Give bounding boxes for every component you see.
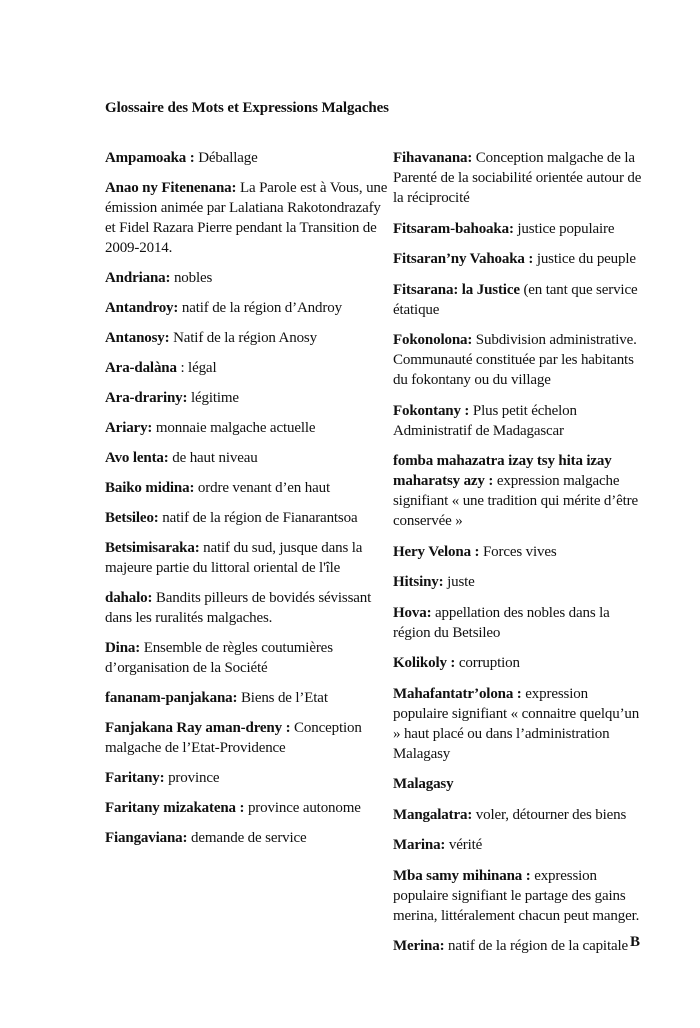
glossary-entry bbox=[393, 684, 645, 764]
glossary-entry bbox=[393, 330, 645, 390]
glossary-entry bbox=[105, 588, 390, 628]
glossary-definition: de haut niveau bbox=[168, 450, 258, 466]
glossary-definition: monnaie malgache actuelle bbox=[152, 420, 316, 436]
glossary-term: Fokonolona: bbox=[393, 332, 473, 348]
glossary-term: Fitsaram-bahoaka: bbox=[393, 220, 514, 237]
glossary-term: fananam-panjakana: bbox=[105, 690, 238, 706]
glossary-term: Anao ny Fitenenana: bbox=[105, 180, 237, 196]
glossary-term: Hery Velona : bbox=[393, 543, 480, 560]
glossary-entry bbox=[105, 768, 390, 788]
glossary-entry bbox=[105, 798, 390, 818]
glossary-definition: voler, détourner des biens bbox=[472, 806, 627, 823]
page-title: Glossaire des Mots et Expressions Malgaches bbox=[105, 100, 389, 116]
glossary-definition: expression populaire signifiant le partage des gains merina, littéralement chacun peut manger. bbox=[393, 867, 640, 924]
glossary-term: Hova: bbox=[393, 604, 432, 621]
glossary-definition: expression populaire signifiant « connaitre quelqu’un » haut placé ou dans l’administration Malagasy bbox=[393, 685, 640, 762]
glossary-entry bbox=[393, 866, 645, 926]
glossary-definition: Plus petit échelon Administratif de Madagascar bbox=[393, 402, 577, 439]
glossary-definition: natif de la région de la capitale bbox=[444, 938, 628, 954]
glossary-entry bbox=[105, 478, 390, 498]
glossary-entry bbox=[105, 448, 390, 468]
glossary-definition: : légal bbox=[176, 360, 217, 376]
glossary-definition: (en tant que service étatique bbox=[393, 281, 638, 318]
glossary-entry bbox=[105, 508, 390, 528]
glossary-term: Ariary: bbox=[105, 420, 153, 436]
glossary-entry bbox=[105, 688, 390, 708]
glossary-term: Antandroy: bbox=[105, 300, 179, 316]
glossary-definition: expression malgache signifiant « une tradition qui mérite d’être conservée » bbox=[393, 473, 638, 529]
glossary-term: Ara-drariny: bbox=[105, 390, 188, 406]
glossary-entry bbox=[105, 388, 390, 408]
glossary-definition: La Parole est à Vous, une émission animée par Lalatiana Rakotondrazafy et Fidel Razara Pierre pendant la Transition de 2009-2014. bbox=[105, 180, 388, 256]
glossary-entry bbox=[393, 936, 645, 956]
glossary-definition: vérité bbox=[445, 837, 483, 853]
glossary-entry bbox=[105, 268, 390, 288]
glossary-definition: natif du sud, jusque dans la majeure partie du littoral oriental de l'île bbox=[105, 540, 363, 576]
glossary-term: Merina: bbox=[393, 938, 445, 954]
glossary-term: Faritany: bbox=[105, 770, 165, 786]
glossary-definition: demande de service bbox=[187, 830, 307, 846]
glossary-entry bbox=[105, 718, 390, 758]
glossary-term: Betsimisaraka: bbox=[105, 540, 200, 556]
glossary-entry bbox=[105, 638, 390, 678]
glossary-definition: province autonome bbox=[244, 800, 361, 816]
glossary-term: Mangalatra: bbox=[393, 806, 473, 823]
glossary-term: Mba samy mihinana : bbox=[393, 867, 531, 884]
glossary-entry bbox=[105, 178, 390, 258]
glossary-term: fomba mahazatra izay tsy hita izay maharatsy azy : bbox=[393, 453, 612, 489]
glossary-term: Ara-dalàna bbox=[105, 360, 177, 376]
glossary-term: Avo lenta: bbox=[105, 450, 169, 466]
glossary-definition: justice populaire bbox=[513, 220, 615, 237]
glossary-entry bbox=[393, 219, 645, 239]
glossary-term: Marina: bbox=[393, 837, 446, 853]
glossary-definition: Natif de la région Anosy bbox=[169, 330, 317, 346]
glossary-entry bbox=[393, 280, 645, 320]
glossary-definition: nobles bbox=[170, 270, 213, 286]
glossary-definition: Forces vives bbox=[479, 543, 557, 560]
glossary-entry bbox=[105, 148, 390, 168]
glossary-definition: Conception malgache de l’Etat-Providence bbox=[105, 720, 362, 756]
glossary-entry bbox=[393, 401, 645, 441]
glossary-term: Fokontany : bbox=[393, 402, 470, 419]
glossary-term: Fihavanana: bbox=[393, 150, 473, 166]
glossary-definition: natif de la région d’Androy bbox=[178, 300, 342, 316]
glossary-entry bbox=[393, 572, 645, 592]
glossary-entry bbox=[393, 835, 645, 855]
glossary-definition: province bbox=[164, 770, 220, 786]
glossary-definition: corruption bbox=[455, 655, 520, 671]
glossary-definition: Biens de l’Etat bbox=[237, 690, 328, 706]
glossary-entry bbox=[105, 328, 390, 348]
glossary-term: Kolikoly : bbox=[393, 655, 456, 671]
glossary-term: Dina: bbox=[105, 640, 141, 656]
glossary-definition: Ensemble de règles coutumières d’organisation de la Société bbox=[105, 640, 333, 676]
glossary-definition: ordre venant d’en haut bbox=[194, 480, 330, 496]
glossary-term: Malagasy bbox=[393, 776, 454, 792]
glossary-term: Fanjakana Ray aman-dreny : bbox=[105, 720, 291, 736]
glossary-definition: natif de la région de Fianarantsoa bbox=[158, 510, 358, 526]
glossary-definition: Subdivision administrative. Communauté constituée par les habitants du fokontany ou du village bbox=[393, 332, 637, 388]
glossary-entry bbox=[105, 418, 390, 438]
glossary-definition: Bandits pilleurs de bovidés sévissant dans les ruralités malgaches. bbox=[105, 590, 372, 626]
glossary-term: Andriana: bbox=[105, 270, 171, 286]
glossary-term: Ampamoaka : bbox=[105, 150, 195, 166]
glossary-term: Fitsarana: la Justice bbox=[393, 281, 520, 298]
glossary-term: dahalo: bbox=[105, 590, 153, 606]
glossary-entry bbox=[105, 358, 390, 378]
glossary-term: Mahafantatr’olona : bbox=[393, 685, 522, 702]
glossary-definition: Conception malgache de la Parenté de la sociabilité orientée autour de la réciprocité bbox=[393, 150, 642, 206]
glossary-term: Fitsaran’ny Vahoaka : bbox=[393, 251, 534, 267]
glossary-entry bbox=[393, 451, 645, 531]
glossary-term: Fiangaviana: bbox=[105, 830, 188, 846]
page-number: B bbox=[630, 934, 641, 950]
glossary-entry bbox=[393, 774, 645, 794]
glossary-term: Hitsiny: bbox=[393, 574, 444, 590]
glossary-entry bbox=[105, 828, 390, 848]
glossary-definition: juste bbox=[443, 574, 475, 590]
glossary-term: Faritany mizakatena : bbox=[105, 800, 245, 816]
glossary-entry bbox=[393, 249, 645, 269]
glossary-term: Antanosy: bbox=[105, 330, 170, 346]
glossary-term: Betsileo: bbox=[105, 510, 159, 526]
glossary-definition: légitime bbox=[187, 390, 239, 406]
glossary-entry bbox=[393, 653, 645, 673]
glossary-entry bbox=[105, 298, 390, 318]
glossary-entry bbox=[393, 603, 645, 643]
glossary-definition: justice du peuple bbox=[533, 251, 636, 267]
glossary-term: Baiko midina: bbox=[105, 480, 195, 496]
glossary-definition: appellation des nobles dans la région du Betsileo bbox=[393, 604, 610, 641]
glossary-entry bbox=[105, 538, 390, 578]
glossary-definition: Déballage bbox=[194, 150, 258, 166]
glossary-entry bbox=[393, 805, 645, 825]
glossary-entry bbox=[393, 542, 645, 562]
glossary-column-left bbox=[105, 148, 390, 858]
glossary-entry bbox=[393, 148, 645, 208]
glossary-column-right bbox=[393, 148, 645, 967]
